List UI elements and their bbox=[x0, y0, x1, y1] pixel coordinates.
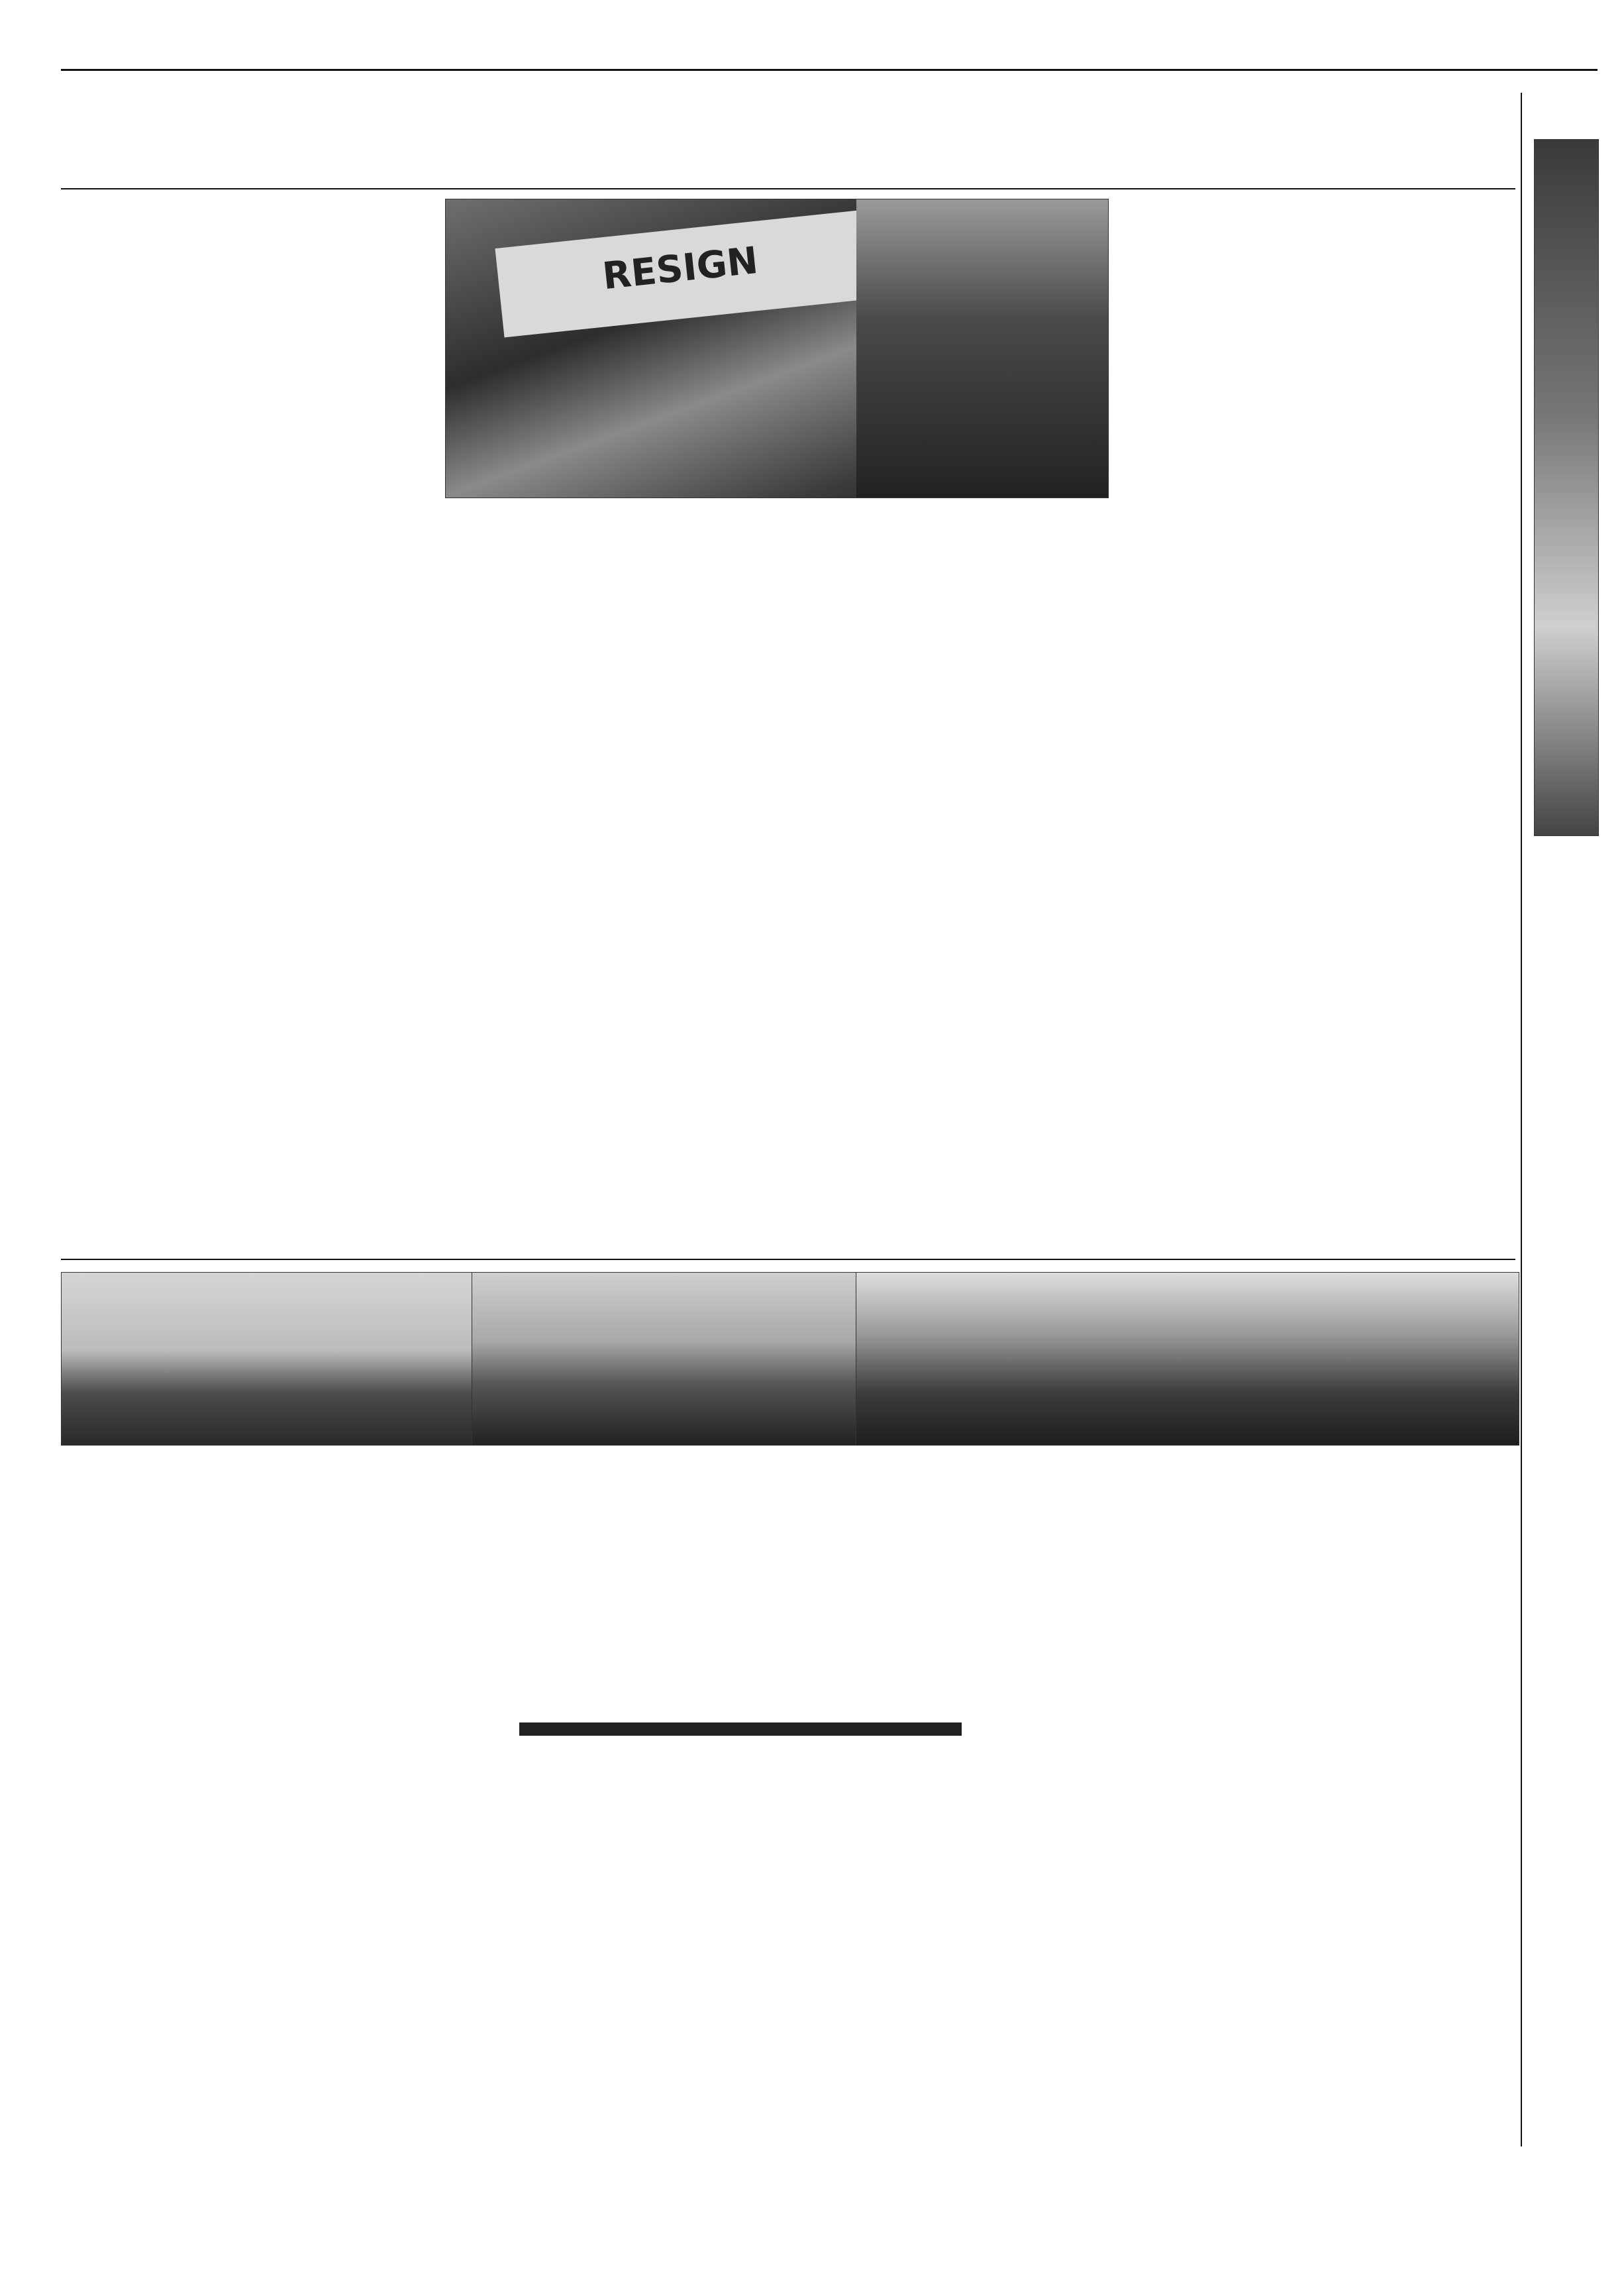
article2-col4 bbox=[748, 1521, 967, 1707]
article2-col5 bbox=[748, 1818, 967, 2275]
article1-protest-photo bbox=[445, 199, 1109, 498]
top-rule bbox=[61, 69, 1598, 71]
article2-col6 bbox=[978, 1521, 1196, 2274]
article2-city-photo bbox=[472, 1272, 857, 1446]
article2-col3-bottom bbox=[519, 1818, 738, 2275]
sidebar-leaders-photo bbox=[1534, 139, 1599, 836]
article2-col1 bbox=[61, 1521, 279, 2274]
article2-col7 bbox=[1207, 1521, 1425, 2237]
sidebar-divider bbox=[1521, 93, 1522, 2146]
article2-pull-quote bbox=[519, 1722, 962, 1736]
article1-col1 bbox=[61, 205, 432, 1252]
article2-col2 bbox=[290, 1521, 509, 2274]
crowd-image bbox=[856, 199, 1108, 498]
article2-temple-photo bbox=[856, 1272, 1519, 1446]
article1-col2 bbox=[445, 511, 816, 1253]
article2-col3-top bbox=[519, 1521, 738, 1707]
article1-byline-rule bbox=[61, 188, 1515, 189]
article1-bottom-rule bbox=[61, 1259, 1515, 1260]
article2-skyline-photo bbox=[61, 1272, 473, 1446]
article1-col4 bbox=[1126, 205, 1497, 1252]
resign-placard-image: RESIGN bbox=[495, 211, 866, 338]
